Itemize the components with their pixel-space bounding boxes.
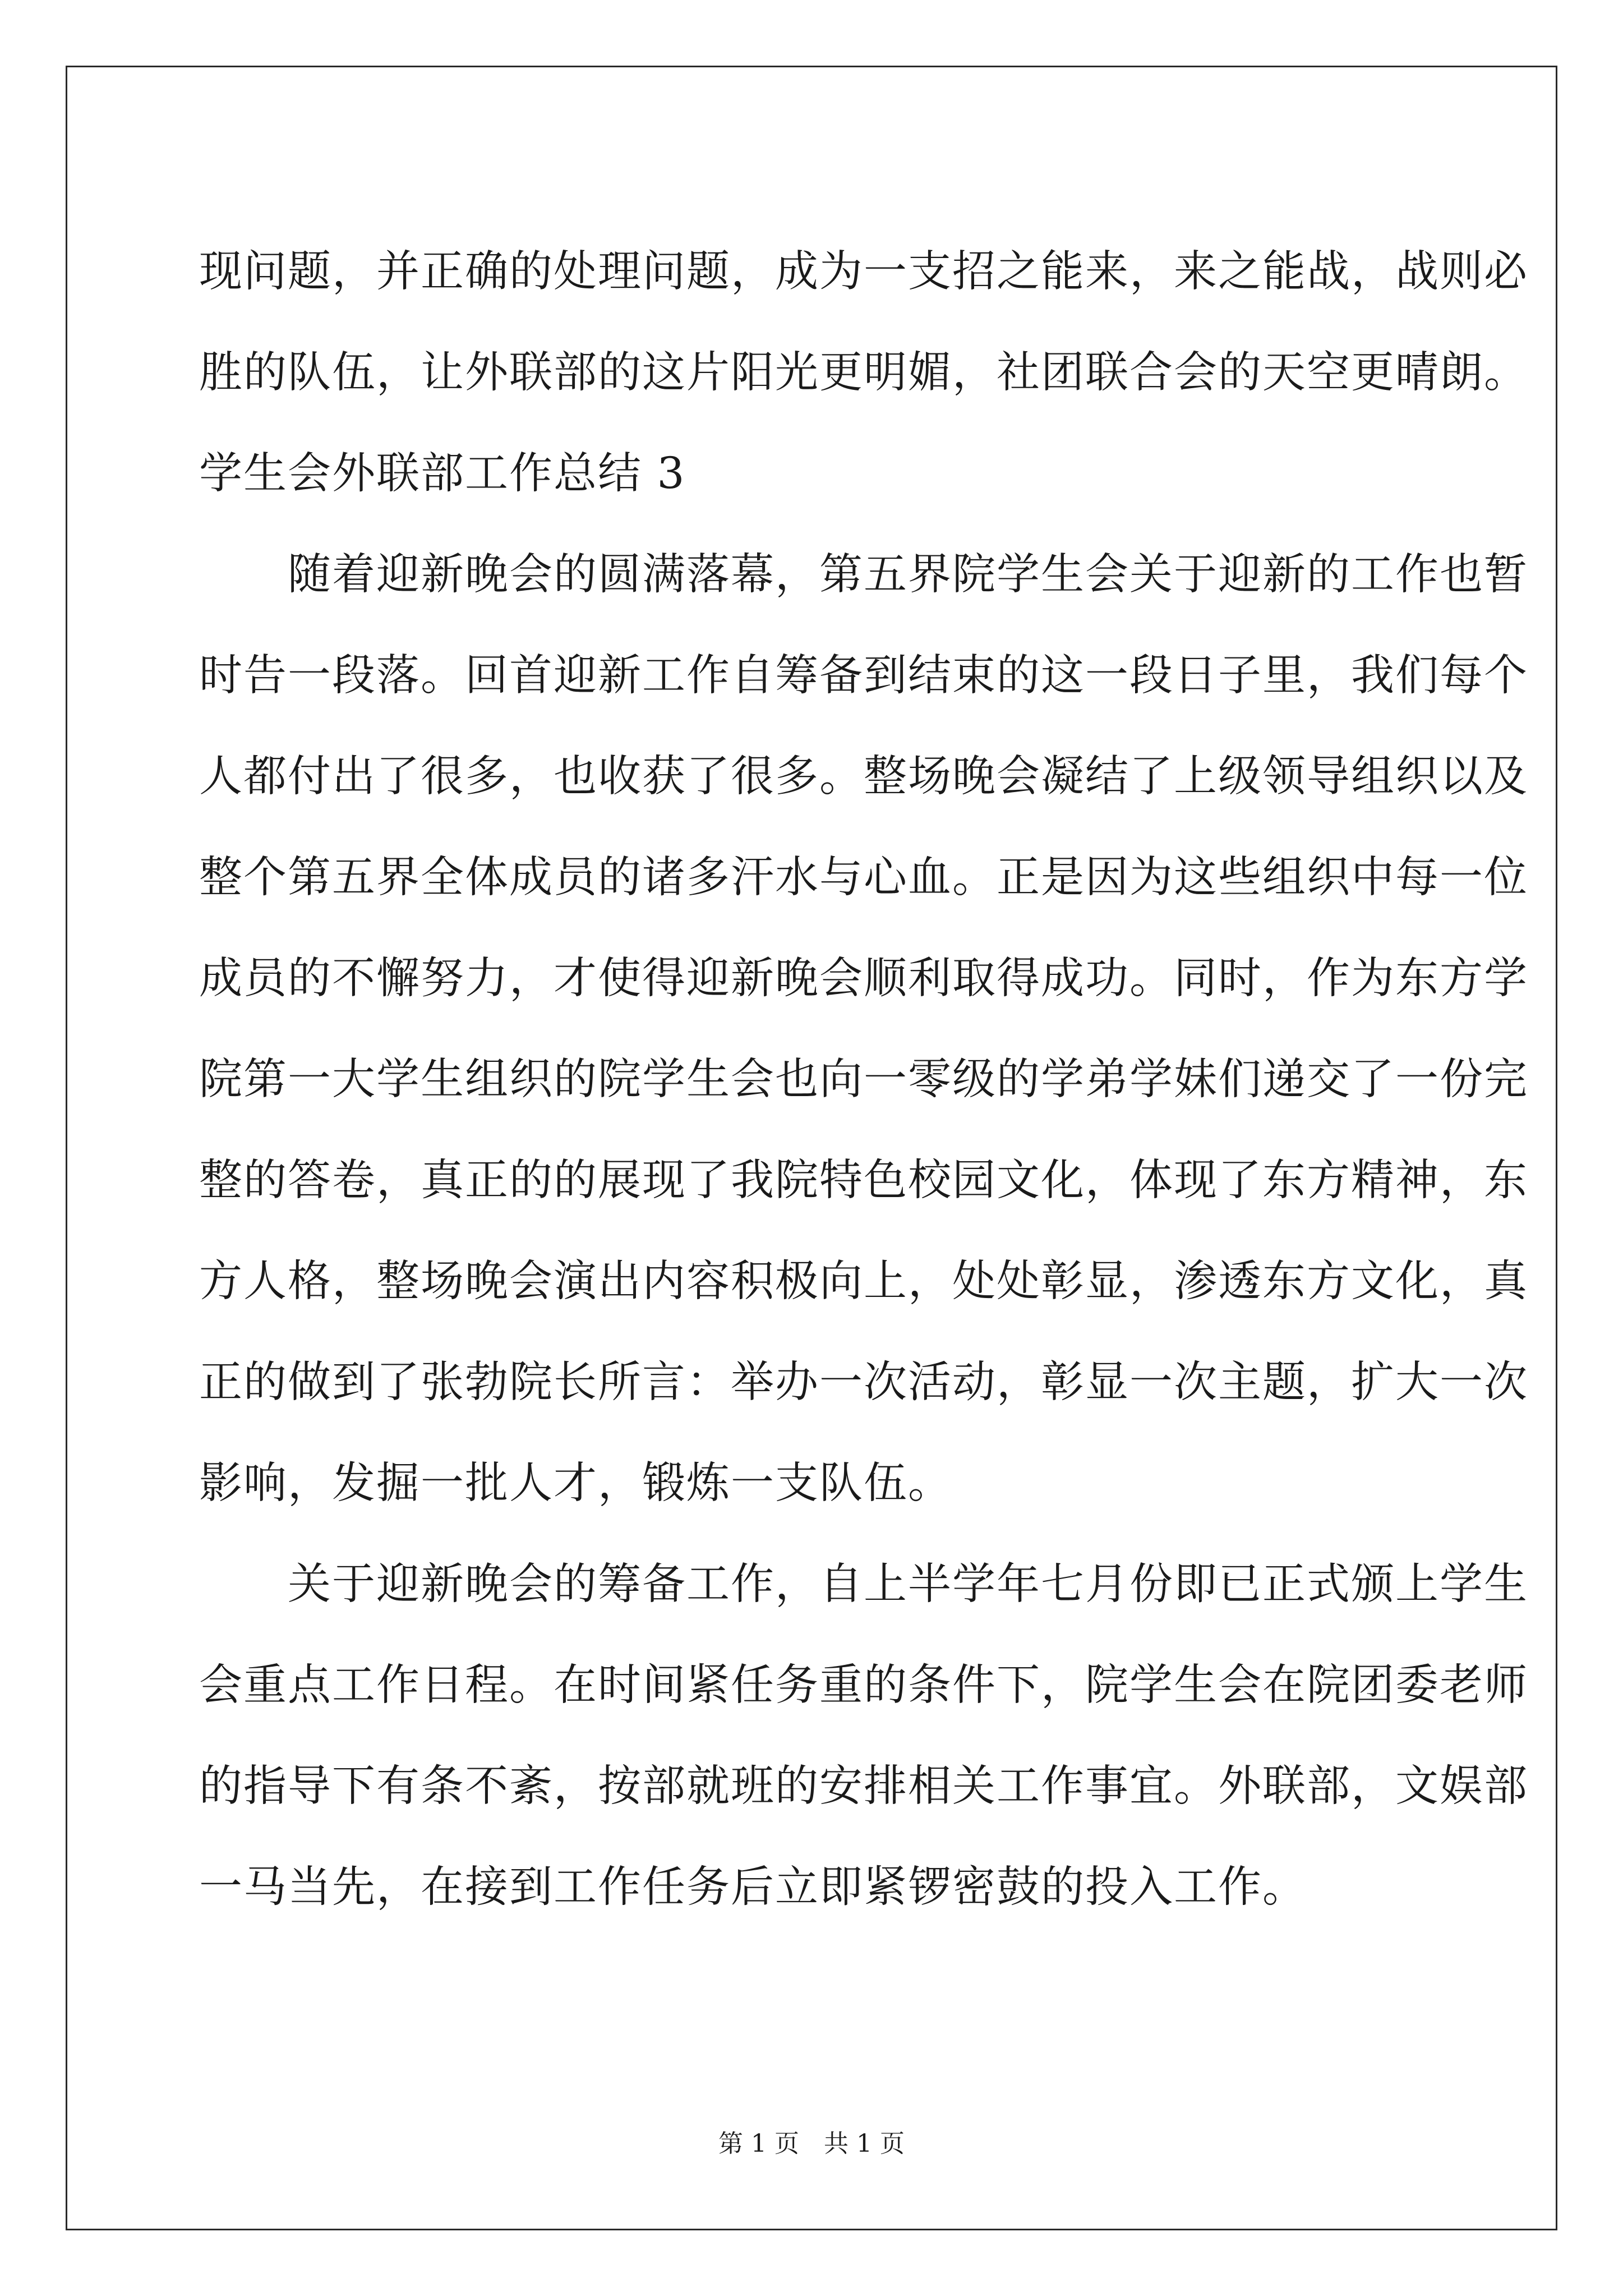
document-body: [199, 222, 1528, 1938]
body-line: 随着迎新晚会的圆满落幕，第五界院学生会关于迎新的工作也暂: [199, 550, 1528, 600]
body-line: 方人格，整场晚会演出内容积极向上，处处彰显，渗透东方文化，真: [199, 1257, 1528, 1306]
body-line: 现问题，并正确的处理问题，成为一支招之能来，来之能战，战则必: [199, 247, 1528, 297]
section-heading: 学生会外联部工作总结 3: [199, 449, 686, 499]
body-line: 院第一大学生组织的院学生会也向一零级的学弟学妹们递交了一份完: [199, 1055, 1528, 1105]
body-line: 整个第五界全体成员的诸多汗水与心血。正是因为这些组织中每一位: [199, 853, 1528, 903]
body-line: 正的做到了张勃院长所言：举办一次活动，彰显一次主题，扩大一次: [199, 1358, 1528, 1407]
body-line: 时告一段落。回首迎新工作自筹备到结束的这一段日子里，我们每个: [199, 651, 1528, 701]
body-line: 一马当先，在接到工作任务后立即紧锣密鼓的投入工作。: [199, 1862, 1307, 1912]
body-line: 的指导下有条不紊，按部就班的安排相关工作事宜。外联部，文娱部: [199, 1761, 1528, 1811]
body-line: 胜的队伍，让外联部的这片阳光更明媚，社团联合会的天空更晴朗。: [199, 348, 1528, 398]
body-line: 人都付出了很多，也收获了很多。整场晚会凝结了上级领导组织以及: [199, 752, 1528, 802]
body-line: 会重点工作日程。在时间紧任务重的条件下，院学生会在院团委老师: [199, 1660, 1528, 1710]
body-line: 成员的不懈努力，才使得迎新晚会顺利取得成功。同时，作为东方学: [199, 954, 1528, 1004]
body-line: 影响，发掘一批人才，锻炼一支队伍。: [199, 1458, 952, 1508]
body-line: 整的答卷，真正的的展现了我院特色校园文化，体现了东方精神，东: [199, 1156, 1528, 1205]
body-line: 关于迎新晚会的筹备工作，自上半学年七月份即已正式颁上学生: [199, 1559, 1528, 1609]
page-number-footer: 第 1 页 共 1 页: [718, 2129, 905, 2158]
